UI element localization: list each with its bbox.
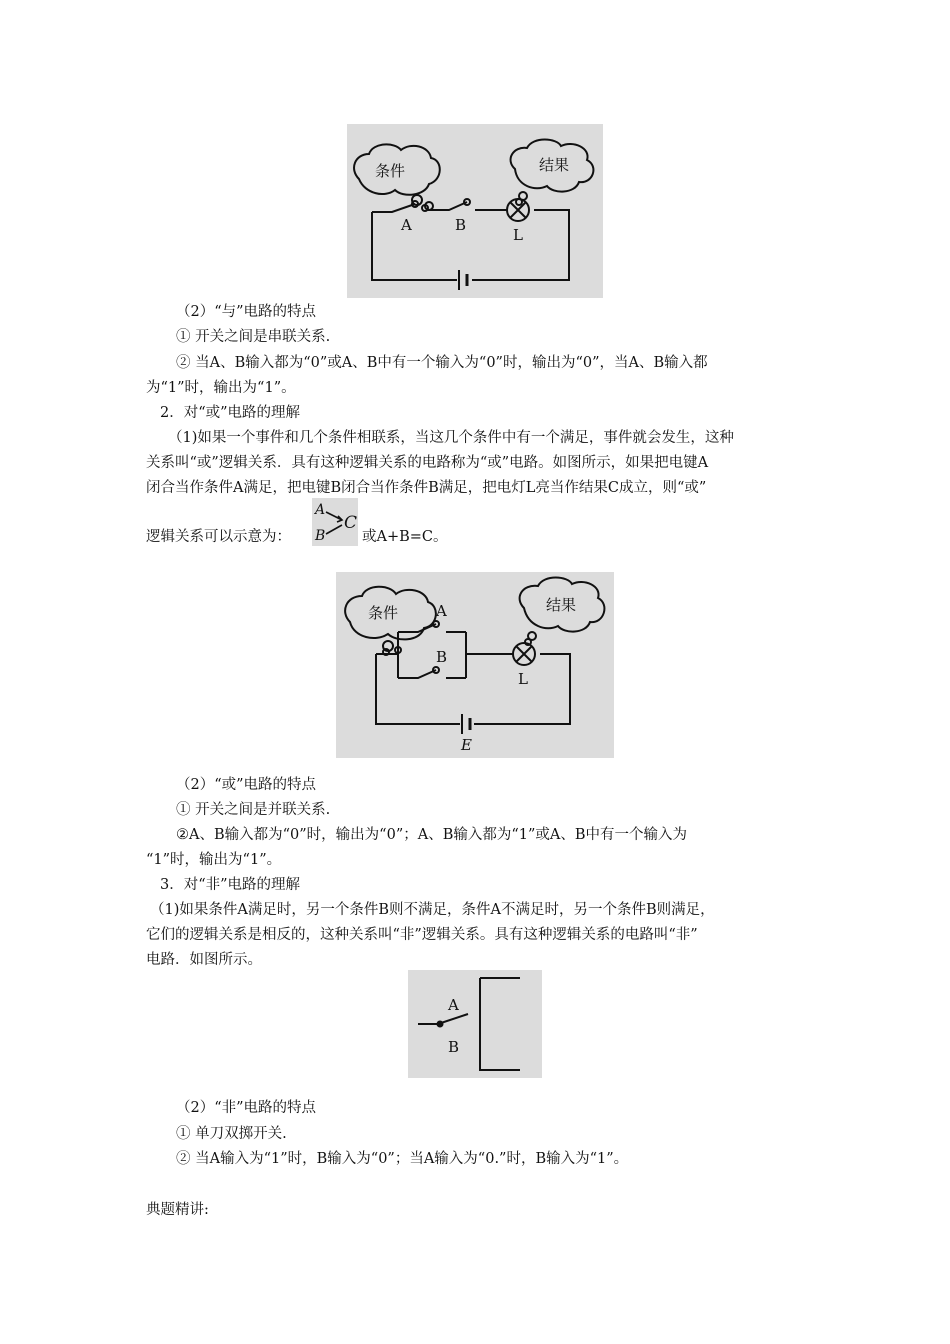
and-feature-1: ① 开关之间是串联关系. — [176, 329, 331, 345]
not-paragraph-3: 电路．如图所示。 — [146, 952, 262, 968]
not-circuit-figure — [408, 970, 542, 1078]
lamp-label: L — [513, 226, 523, 244]
switch-b-label: B — [448, 1038, 460, 1056]
lamp-label: L — [518, 670, 528, 688]
not-feature-2: ② 当A输入为“1”时，B输入为“0”；当A输入为“0.”时，B输入为“1”。 — [176, 1151, 629, 1167]
not-paragraph-2: 它们的逻辑关系是相反的，这种关系叫“非”逻辑关系。具有这种逻辑关系的电路叫“非” — [146, 927, 698, 943]
not-heading: 3．对“非”电路的理解 — [160, 877, 301, 893]
switch-a-label: A — [436, 602, 447, 620]
mini-b: B — [315, 528, 326, 544]
or-feature-2b: “1”时，输出为“1”。 — [146, 852, 282, 868]
result-label: 结果 — [539, 156, 570, 174]
condition-label: 条件 — [375, 162, 406, 180]
or-feature-1: ① 开关之间是并联关系. — [176, 802, 331, 818]
and-circuit-figure — [347, 124, 603, 298]
switch-b-label: B — [455, 216, 467, 234]
switch-a-label: A — [401, 216, 412, 234]
or-feature-2a: ②A、B输入都为“0”时，输出为“0”；A、B输入都为“1”或A、B中有一个输入为 — [176, 827, 688, 843]
and-feature-title: （2）“与”电路的特点 — [176, 304, 317, 320]
or-circuit-figure — [336, 572, 614, 758]
or-mini-diagram — [312, 498, 358, 546]
or-paragraph-4b: 或A+B=C。 — [362, 529, 448, 545]
battery-label: E — [461, 736, 472, 754]
and-feature-2a: ② 当A、B输入都为“0”或A、B中有一个输入为“0”时，输出为“0”，当A、B输入都 — [176, 355, 708, 371]
or-mini-svg — [312, 498, 358, 546]
or-paragraph-3: 闭合当作条件A满足，把电键B闭合当作条件B满足，把电灯L亮当作结果C成立，则“或” — [146, 480, 707, 496]
not-paragraph-1: （1)如果条件A满足时，另一个条件B则不满足，条件A不满足时，另一个条件B则满足， — [150, 902, 715, 918]
mini-a: A — [315, 502, 326, 518]
or-circuit-diagram — [336, 572, 614, 758]
not-feature-1: ① 单刀双掷开关. — [176, 1126, 287, 1142]
or-paragraph-1: （1)如果一个事件和几个条件相联系，当这几个条件中有一个满足，事件就会发生，这种 — [168, 430, 734, 446]
example-heading: 典题精讲: — [146, 1202, 209, 1218]
or-heading: 2．对“或”电路的理解 — [160, 405, 301, 421]
mini-c: C — [344, 513, 358, 533]
and-circuit-diagram — [347, 124, 603, 298]
result-label: 结果 — [546, 596, 577, 614]
switch-b-label: B — [436, 648, 448, 666]
condition-label: 条件 — [368, 604, 399, 622]
not-circuit-diagram — [408, 970, 542, 1078]
or-feature-title: （2）“或”电路的特点 — [176, 777, 317, 793]
and-feature-2b: 为“1”时，输出为“1”。 — [146, 380, 296, 396]
or-paragraph-2: 关系叫“或”逻辑关系．具有这种逻辑关系的电路称为“或”电路。如图所示，如果把电键A — [146, 455, 709, 471]
switch-a-label: A — [448, 996, 459, 1014]
not-feature-title: （2）“非”电路的特点 — [176, 1100, 317, 1116]
or-paragraph-4a: 逻辑关系可以示意为： — [146, 529, 291, 545]
